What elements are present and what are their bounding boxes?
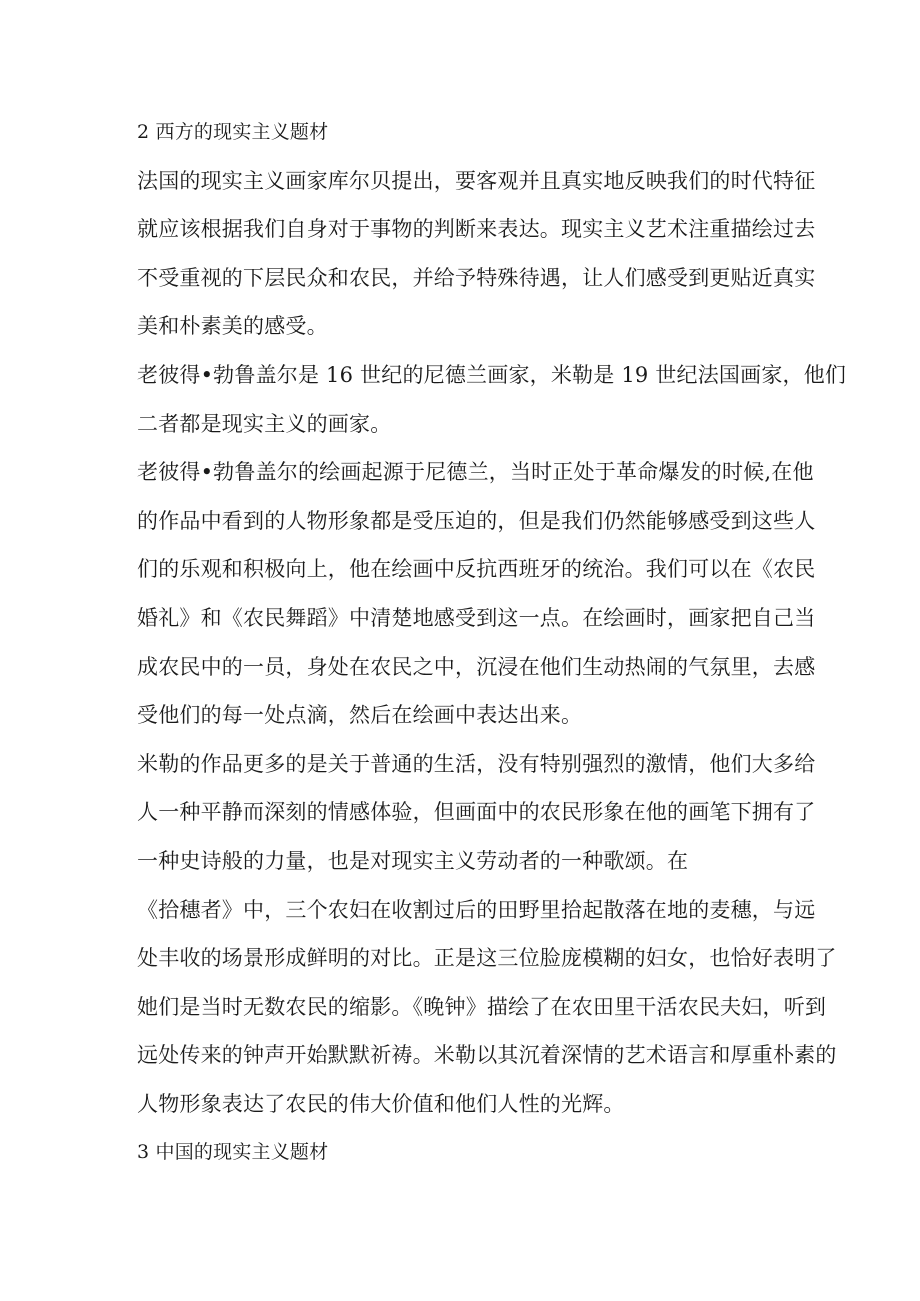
section-heading-chinese: 3 中国的现实主义题材 [137,1141,329,1164]
paragraph-line: 二者都是现实主义的画家。 [137,411,392,436]
paragraph-line: 受他们的每一处点滴，然后在绘画中表达出来。 [137,703,583,728]
paragraph-line: 处丰收的场景形成鲜明的对比。正是这三位脸庞模糊的妇女，也恰好表明了 [137,946,837,971]
paragraph-line: 法国的现实主义画家库尔贝提出，要客观并且真实地反映我们的时代特征 [137,168,816,193]
paragraph-line: 成农民中的一员，身处在农民之中，沉浸在他们生动热闹的气氛里，去感 [137,654,816,679]
paragraph-line: 的作品中看到的人物形象都是受压迫的，但是我们仍然能够感受到这些人 [137,508,816,533]
paragraph-line: 远处传来的钟声开始默默祈祷。米勒以其沉着深情的艺术语言和厚重朴素的 [137,1043,837,1068]
document-page [137,108,847,1177]
paragraph-line: 人一种平静而深刻的情感体验，但画面中的农民形象在他的画笔下拥有了 [137,800,816,825]
paragraph-line: 老彼得•勃鲁盖尔是 16 世纪的尼德兰画家，米勒是 19 世纪法国画家，他们 [137,362,847,387]
paragraph-line: 《拾穗者》中，三个农妇在收割过后的田野里拾起散落在地的麦穗，与远 [137,897,816,922]
paragraph-line: 们的乐观和积极向上，他在绘画中反抗西班牙的统治。我们可以在《农民 [137,557,816,582]
paragraph-line: 婚礼》和《农民舞蹈》中清楚地感受到这一点。在绘画时，画家把自己当 [137,605,816,630]
section-heading-western: 2 西方的现实主义题材 [137,121,329,143]
paragraph-line: 老彼得•勃鲁盖尔的绘画起源于尼德兰，当时正处于革命爆发的时候,在他 [137,460,814,485]
paragraph-line: 米勒的作品更多的是关于普通的生活，没有特别强烈的激情，他们大多给 [137,751,816,776]
paragraph-line: 美和朴素美的感受。 [137,314,328,339]
paragraph-line: 她们是当时无数农民的缩影。《晚钟》描绘了在农田里干活农民夫妇，听到 [137,994,827,1019]
paragraph-line: 人物形象表达了农民的伟大价值和他们人性的光辉。 [137,1091,625,1116]
paragraph-line: 就应该根据我们自身对于事物的判断来表达。现实主义艺术注重描绘过去 [137,217,816,242]
paragraph-line: 一种史诗般的力量，也是对现实主义劳动者的一种歌颂。在 [137,848,689,873]
paragraph-line: 不受重视的下层民众和农民，并给予特殊待遇，让人们感受到更贴近真实 [137,265,816,290]
